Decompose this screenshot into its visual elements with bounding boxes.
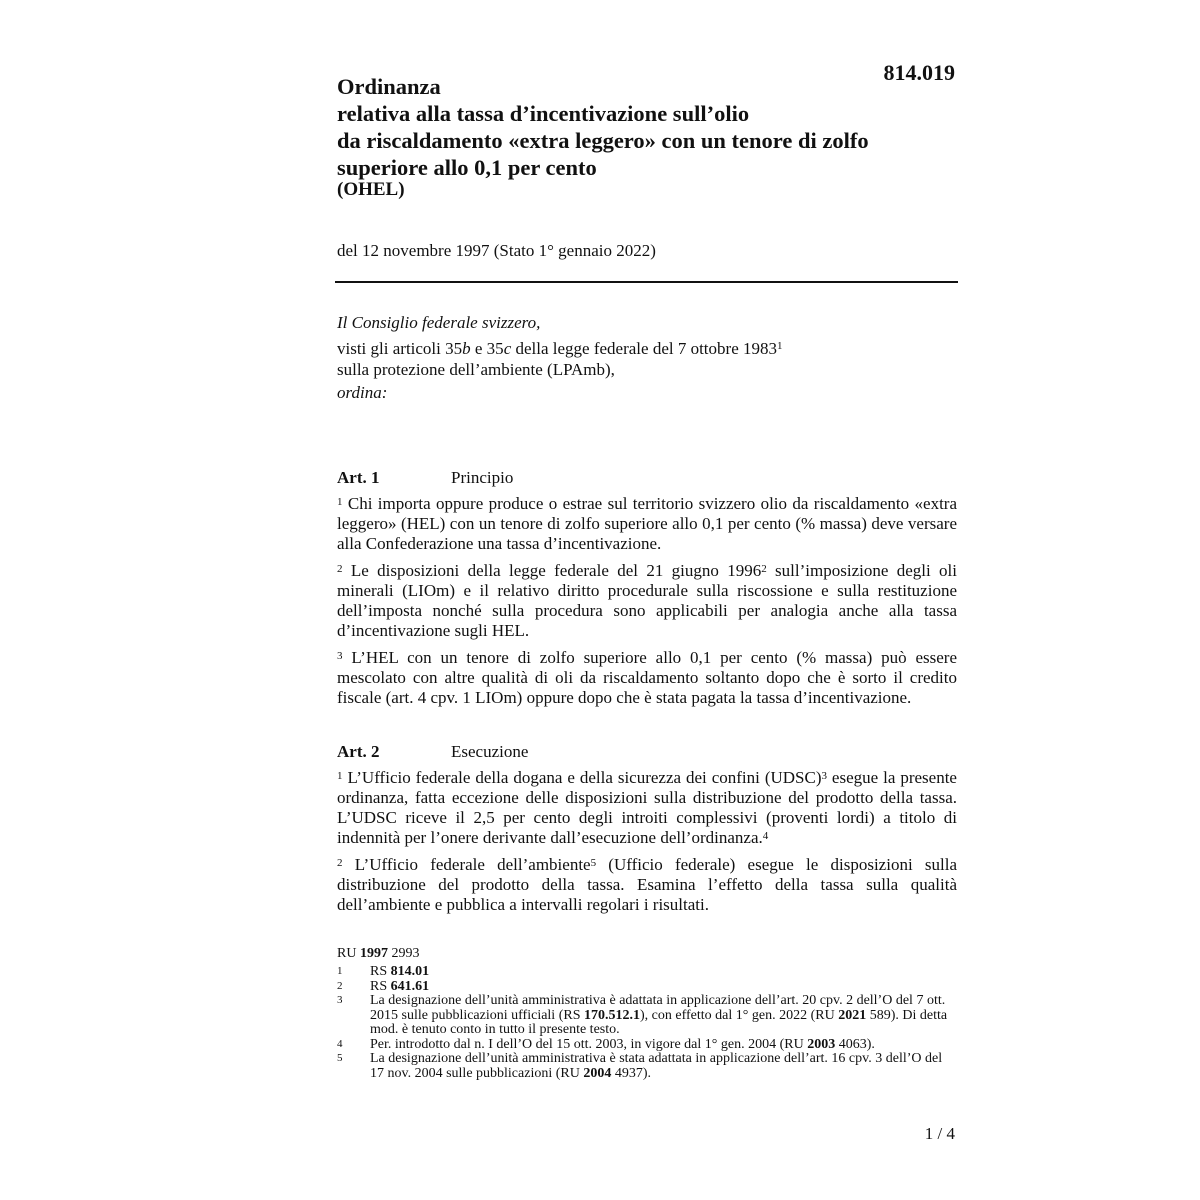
paragraph-text: Chi importa oppure produce o estrae sul territorio svizzero olio da riscaldamento «extra leggero» (HEL) con un tenore di zolfo superiore allo 0,1 per cento (% massa) deve versare alla Confederazione una tassa d’incentivazione.: [337, 494, 957, 553]
footnote-ru-year: 2021: [838, 1007, 867, 1023]
article-number: Art. 1: [337, 468, 380, 487]
footnote: [337, 1038, 959, 1053]
footnote-number: 3: [337, 994, 343, 1006]
paragraph-text: L’HEL con un tenore di zolfo superiore allo 0,1 per cento (% massa) può essere mescolato con altre qualità di oli da riscaldamento soltanto dopo che è sorto il credito fiscale (art. 4 cpv. 1 LIOm) oppure dopo che è stata pagata la tassa d’incentivazione.: [337, 648, 957, 707]
paragraph-text: Le disposizioni della legge federale del 21 giugno 1996: [342, 561, 762, 580]
footnote-text: [370, 1052, 959, 1081]
footnote-part: 589). Di detta mod. è tenuto conto in tutto il presente testo.: [370, 1007, 948, 1037]
footnote-part: La designazione dell’unità amministrativa è stata adattata in applicazione dell’art. 16 cpv. 3 dell’O del 17 nov. 2004 sulle pubblicazioni (RU: [370, 1051, 943, 1081]
footnote-sr-link[interactable]: 641.61: [390, 978, 430, 994]
article-heading: [337, 742, 957, 766]
document-title: [337, 73, 937, 181]
paragraph-text: esegue la presente ordinanza, fatta eccezione delle disposizioni sulla distribuzione del prodotto della tassa. L’UDSC riceve il 2,5 per cento degli introiti complessivi (proventi lordi) a titolo di indennità per l’onere derivante dall’esecuzione dell’ordinanza.: [337, 768, 957, 847]
article-paragraph: [337, 768, 957, 848]
paragraph-number: 2: [337, 857, 343, 869]
footnote-ru-year: 2003: [807, 1036, 836, 1052]
footnote-part: 4063).: [835, 1036, 875, 1052]
article-heading: [337, 468, 957, 492]
preamble-article-letter: c: [503, 339, 512, 358]
header-divider: [335, 281, 958, 283]
paragraph-number: 1: [337, 770, 343, 782]
article-paragraph: [337, 648, 957, 708]
footnote-part: 4937).: [611, 1065, 652, 1081]
page-number: 1 / 4: [924, 1124, 955, 1143]
paragraph-text: (Ufficio federale) esegue le disposizioni sulla distribuzione del prodotto della tassa. Esamina l’effetto della tassa sulla qualità dell’ambiente e pubblica a intervalli regolari i risultati.: [337, 855, 957, 914]
article-paragraph: [337, 855, 957, 915]
title-line: relativa alla tassa d’incentivazione sull’olio: [337, 101, 750, 126]
footnote: [337, 994, 959, 1038]
official-compilation-ref: [337, 945, 419, 963]
footnote-text: [370, 980, 959, 995]
preamble-line-2: sulla protezione dell’ambiente (LPAmb),: [337, 360, 615, 379]
preamble-article-letter: b: [462, 339, 471, 358]
footnote-text: [370, 1038, 959, 1053]
title-line: Ordinanza: [337, 74, 441, 99]
footnote-part: RS: [370, 964, 391, 979]
footnote-ru-year: 2004: [583, 1065, 612, 1081]
footnote-ref[interactable]: 2: [761, 563, 767, 575]
paragraph-number: 2: [337, 563, 343, 575]
article-number: Art. 2: [337, 742, 380, 761]
footnote: [337, 980, 959, 995]
footnote-ref[interactable]: 4: [762, 830, 769, 842]
article-2: [337, 742, 957, 922]
paragraph-number: 3: [337, 650, 343, 662]
paragraph-number: 1: [337, 496, 343, 508]
article-paragraph: [337, 494, 957, 554]
ru-page: 2993: [387, 946, 420, 961]
paragraph-text: L’Ufficio federale della dogana e della sicurezza dei confini (UDSC): [342, 768, 822, 787]
title-line: superiore allo 0,1 per cento: [337, 155, 597, 180]
article-paragraph: [337, 561, 957, 641]
footnote-sr-link[interactable]: 170.512.1: [584, 1007, 640, 1023]
footnote-part: RS: [370, 978, 391, 994]
sr-number: 814.019: [883, 60, 955, 85]
document-date: del 12 novembre 1997 (Stato 1° gennaio 2022): [337, 241, 656, 260]
article-1: [337, 468, 957, 715]
footnote-number: 4: [337, 1037, 343, 1050]
footnote-number: 2: [337, 979, 343, 992]
footnote: [337, 1052, 959, 1081]
preamble-text: e 35: [470, 339, 504, 358]
paragraph-text: L’Ufficio federale dell’ambiente: [342, 855, 591, 874]
ru-year: 1997: [359, 946, 388, 961]
footnote-text: [370, 994, 959, 1038]
preamble-line-1: [337, 338, 957, 359]
footnote-number: 5: [337, 1052, 343, 1064]
preamble-ordina: ordina:: [337, 383, 388, 402]
footnote-part: La designazione dell’unità amministrativa è adattata in applicazione dell’art. 20 cpv. 2 dell’O del 7 ott. 2015 sulle pubblicazioni ufficiali (RS: [370, 993, 946, 1023]
preamble-text: della legge federale del 7 ottobre 1983: [511, 339, 777, 358]
footnote-number: 1: [337, 965, 343, 977]
footnote-text: [370, 965, 959, 980]
article-title: Principio: [451, 468, 514, 487]
footnote-ref[interactable]: 5: [590, 857, 597, 869]
article-title: Esecuzione: [451, 742, 529, 761]
paragraph-text: sull’imposizione degli oli minerali (LIOm) e il relativo diritto procedurale sulla riscossione e sulla restituzione dell’imposta nonché sulla procedura sono applicabili per analogia anche alla tassa d’incentivazione sugli HEL.: [337, 561, 957, 640]
document-abbreviation: (OHEL): [337, 179, 405, 200]
footnote-part: Per. introdotto dal n. I dell’O del 15 ott. 2003, in vigore dal 1° gen. 2004 (RU: [370, 1036, 808, 1052]
footnote-ref[interactable]: 1: [776, 340, 783, 352]
footnote-sr-link[interactable]: 814.01: [390, 964, 430, 979]
title-line: da riscaldamento «extra leggero» con un tenore di zolfo: [337, 128, 869, 153]
footnotes: [337, 965, 959, 1081]
footnote-part: ), con effetto dal 1° gen. 2022 (RU: [640, 1007, 839, 1023]
preamble-text: visti gli articoli 35: [337, 339, 463, 358]
ru-prefix: RU: [337, 946, 360, 961]
preamble-intro: Il Consiglio federale svizzero,: [337, 313, 541, 332]
footnote: [337, 965, 959, 980]
preamble: [337, 312, 957, 403]
footnote-ref[interactable]: 3: [821, 770, 827, 782]
